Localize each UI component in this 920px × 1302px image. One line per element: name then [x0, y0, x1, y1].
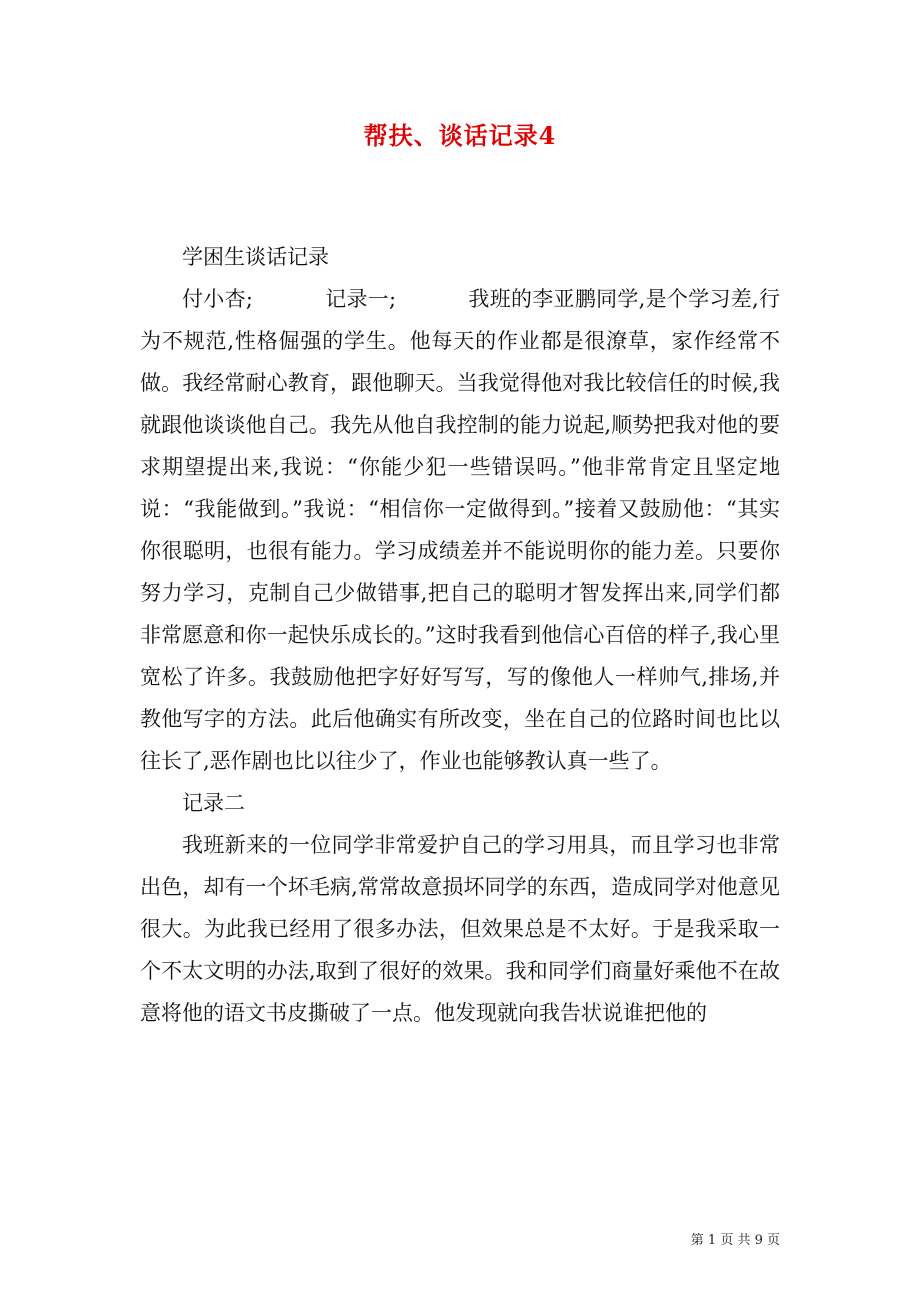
- record-2-label: 记录二: [182, 791, 245, 815]
- record-1-paragraph: [140, 278, 780, 782]
- section-heading: 学困生谈话记录: [182, 245, 329, 269]
- record-1-text: 行为不规范,性格倔强的学生。他每天的作业都是很潦草，家作经常不做。我经常耐心教育，跟他聊天。当我觉得他对我比较信任的时候,我就跟他谈谈他自己。我先从他自我控制的能力说起,顺势把我对他的要求期望提出来,我说：“你能少犯一些错误吗。”他非常肯定且坚定地说：“我能做到。”我说：“相信你一定做得到。”接着又鼓励他：“其实你很聪明，也很有能力。学习成绩差并不能说明你的能力差。只要你努力学习，克制自己少做错事,把自己的聪明才智发挥出来,同学们都非常愿意和你一起快乐成长的。”这时我看到他信心百倍的样子,我心里宽松了许多。我鼓励他把字好好写写，写的像他人一样帅气,排场,并教他写字的方法。此后他确实有所改变，坐在自己的位路时间也比以往长了,恶作剧也比以往少了，作业也能够教认真一些了。: [140, 287, 781, 773]
- record-1-first-sentence: 我班的李亚鹏同学,是个学习差,: [468, 287, 759, 311]
- document-body: [140, 236, 780, 1034]
- student-name: 付小杏;: [182, 287, 253, 311]
- record-2-paragraph: 我班新来的一位同学非常爱护自己的学习用具，而且学习也非常出色，却有一个坏毛病,常常故意损坏同学的东西，造成同学对他意见很大。为此我已经用了很多办法，但效果总是不太好。于是我采取一个不太文明的办法,取到了很好的效果。我和同学们商量好乘他不在故意将他的语文书皮撕破了一点。他发现就向我告状说谁把他的: [140, 833, 780, 1025]
- record-1-label: 记录一;: [324, 287, 397, 311]
- page-number: 第 1 页 共 9 页: [690, 1233, 780, 1248]
- document-title: 帮扶、谈话记录4: [363, 121, 557, 150]
